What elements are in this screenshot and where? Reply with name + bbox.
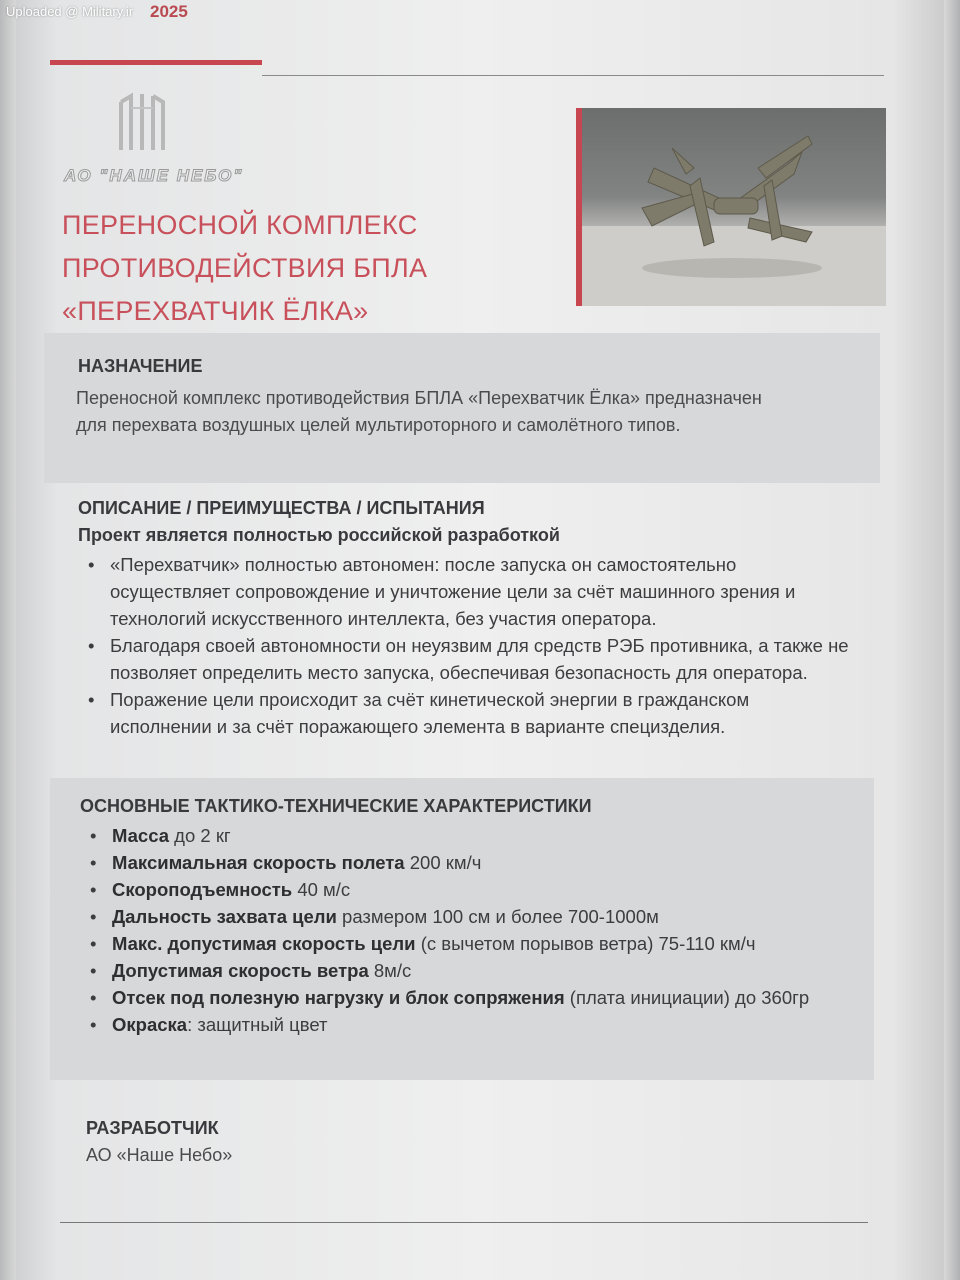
- developer-heading: РАЗРАБОТЧИК: [86, 1118, 219, 1138]
- spec-value: : защитный цвет: [187, 1014, 328, 1035]
- left-frame-edge: [0, 0, 16, 1280]
- page-title: [62, 204, 542, 333]
- header-accent-line: [50, 60, 262, 65]
- spec-label: Окраска: [112, 1014, 188, 1035]
- header-divider: [262, 75, 884, 76]
- watermark: Uploaded @ Military.ir: [6, 4, 134, 19]
- spec-label: Макс. допустимая скорость цели: [112, 933, 416, 954]
- spec-value: размером 100 см и более 700-1000м: [336, 906, 659, 927]
- product-photo: [576, 108, 886, 306]
- spec-label: Отсек под полезную нагрузку и блок сопряжения: [112, 987, 565, 1008]
- right-frame-edge: [944, 0, 960, 1280]
- description-subheading: Проект является полностью российской разработкой: [78, 525, 560, 545]
- spec-label: Максимальная скорость полета: [112, 852, 405, 873]
- title-line: «ПЕРЕХВАТЧИК ЁЛКА»: [62, 296, 369, 326]
- purpose-text: Переносной комплекс противодействия БПЛА «Перехватчик Ёлка» предназначен для перехвата воздушных целей мультироторного и самолётного типов.: [76, 388, 762, 435]
- interceptor-drone-illustration: [582, 108, 886, 306]
- list-item: • «Перехватчик» полностью автономен: после запуска он самостоятельно осуществляет сопровождение и уничтожение цели за счёт машинного зрения и технологий искусственного интеллекта, без участия оператора.: [84, 551, 854, 632]
- spec-item: [86, 1011, 846, 1038]
- spec-item: [86, 930, 846, 957]
- event-year: 2025: [150, 2, 188, 21]
- developer-name: АО «Наше Небо»: [86, 1145, 233, 1165]
- spec-value: (с вычетом порывов ветра) 75-110 км/ч: [415, 933, 756, 954]
- specs-heading: ОСНОВНЫЕ ТАКТИКО-ТЕХНИЧЕСКИЕ ХАРАКТЕРИСТИКИ: [80, 796, 592, 816]
- list-item: • Благодаря своей автономности он неуязвим для средств РЭБ противника, а также не позволяет определить место запуска, обеспечивая безопасность для оператора.: [84, 632, 854, 686]
- spec-value: 200 км/ч: [404, 852, 482, 873]
- spec-value: 8м/с: [368, 960, 412, 981]
- spec-item: [86, 984, 846, 1011]
- spec-label: Масса: [112, 825, 170, 846]
- company-logo-text: АО "НАШЕ НЕБО": [64, 166, 244, 185]
- spec-item: [86, 876, 846, 903]
- spec-item: [86, 903, 846, 930]
- spec-value: 40 м/с: [292, 879, 351, 900]
- description-list: [84, 551, 854, 740]
- spec-label: Дальность захвата цели: [112, 906, 337, 927]
- list-item: • Поражение цели происходит за счёт кинетической энергии в гражданском исполнении и за счёт поражающего элемента в варианте специзделия.: [84, 686, 854, 740]
- purpose-heading: НАЗНАЧЕНИЕ: [78, 356, 203, 376]
- company-logo-icon: [115, 92, 169, 152]
- spec-label: Допустимая скорость ветра: [112, 960, 369, 981]
- spec-value: до 2 кг: [169, 825, 231, 846]
- spec-label: Скороподъемность: [112, 879, 293, 900]
- spec-value: (плата инициации) до 360гр: [564, 987, 810, 1008]
- description-heading: ОПИСАНИЕ / ПРЕИМУЩЕСТВА / ИСПЫТАНИЯ: [78, 498, 485, 518]
- spec-item: [86, 849, 846, 876]
- title-line: ПРОТИВОДЕЙСТВИЯ БПЛА: [62, 253, 428, 283]
- spec-item: [86, 957, 846, 984]
- specs-list: [86, 822, 846, 1038]
- footer-divider: [60, 1222, 868, 1223]
- title-line: ПЕРЕНОСНОЙ КОМПЛЕКС: [62, 210, 418, 240]
- spec-item: [86, 822, 846, 849]
